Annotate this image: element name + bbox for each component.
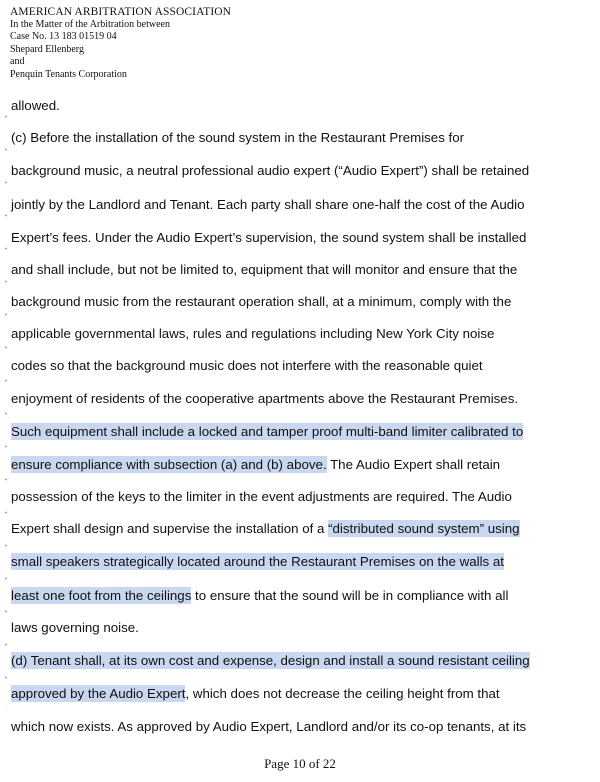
body-line — [11, 684, 500, 704]
body-line: Expert’s fees. Under the Audio Expert’s supervision, the sound system shall be installed — [11, 230, 527, 245]
body-line: codes so that the background music does not interfere with the reasonable quiet — [11, 358, 483, 373]
header-line-case-number: Case No. 13 183 01519 04 — [10, 31, 117, 42]
body-line — [11, 651, 530, 671]
body-line — [11, 586, 508, 606]
header-line-matter: In the Matter of the Arbitration between — [10, 18, 170, 30]
body-line — [11, 552, 504, 572]
body-line: (c) Before the installation of the sound system in the Restaurant Premises for — [11, 130, 465, 145]
body-line: background music, a neutral professional audio expert (“Audio Expert”) shall be retained — [11, 163, 530, 178]
body-line: laws governing noise. — [11, 620, 139, 635]
page-number: Page 10 of 22 — [264, 756, 336, 771]
highlighted-text: least one foot from the ceilings — [11, 588, 192, 603]
highlighted-text: “distributed sound system” using — [328, 521, 520, 536]
highlighted-text: Such equipment shall include a locked and tamper proof multi-band limiter calibrated to — [11, 424, 524, 439]
highlighted-text: ensure compliance with subsection (a) and (b) above. — [11, 457, 327, 472]
body-line: background music from the restaurant operation shall, at a minimum, comply with the — [11, 294, 512, 309]
body-line: jointly by the Landlord and Tenant. Each party shall share one-half the cost of the Audio — [11, 197, 525, 212]
body-line: enjoyment of residents of the cooperative apartments above the Restaurant Premises. — [11, 391, 519, 406]
body-line — [11, 455, 500, 475]
header-line-and: and — [10, 56, 25, 67]
document-header — [10, 6, 231, 81]
body-text-segment: to ensure that the sound will be in compliance with all — [191, 588, 509, 603]
body-text-segment: , which does not decrease the ceiling height from that — [185, 686, 500, 701]
header-line-party-one: Shepard Ellenberg — [10, 43, 84, 55]
body-line — [11, 422, 523, 442]
highlighted-text: small speakers strategically located around the Restaurant Premises on the walls at — [11, 554, 504, 569]
body-text-segment: The Audio Expert shall retain — [326, 457, 501, 472]
body-text-segment: Expert shall design and supervise the installation of a — [11, 521, 329, 536]
body-line: possession of the keys to the limiter in the event adjustments are required. The Audio — [11, 489, 512, 504]
highlighted-text: approved by the Audio Expert — [11, 686, 186, 701]
header-title: AMERICAN ARBITRATION ASSOCIATION — [10, 6, 232, 18]
margin-scan-marks — [5, 100, 7, 710]
highlighted-text: (d) Tenant shall, at its own cost and expense, design and install a sound resistant ceiling — [11, 653, 530, 668]
body-line: allowed. — [11, 98, 60, 113]
body-line: applicable governmental laws, rules and regulations including New York City noise — [11, 326, 495, 341]
body-line — [11, 519, 520, 539]
header-line-party-two: Penquin Tenants Corporation — [10, 68, 127, 80]
body-line: and shall include, but not be limited to, equipment that will monitor and ensure that the — [11, 262, 518, 277]
body-line: which now exists. As approved by Audio Expert, Landlord and/or its co-op tenants, at its — [11, 719, 527, 734]
